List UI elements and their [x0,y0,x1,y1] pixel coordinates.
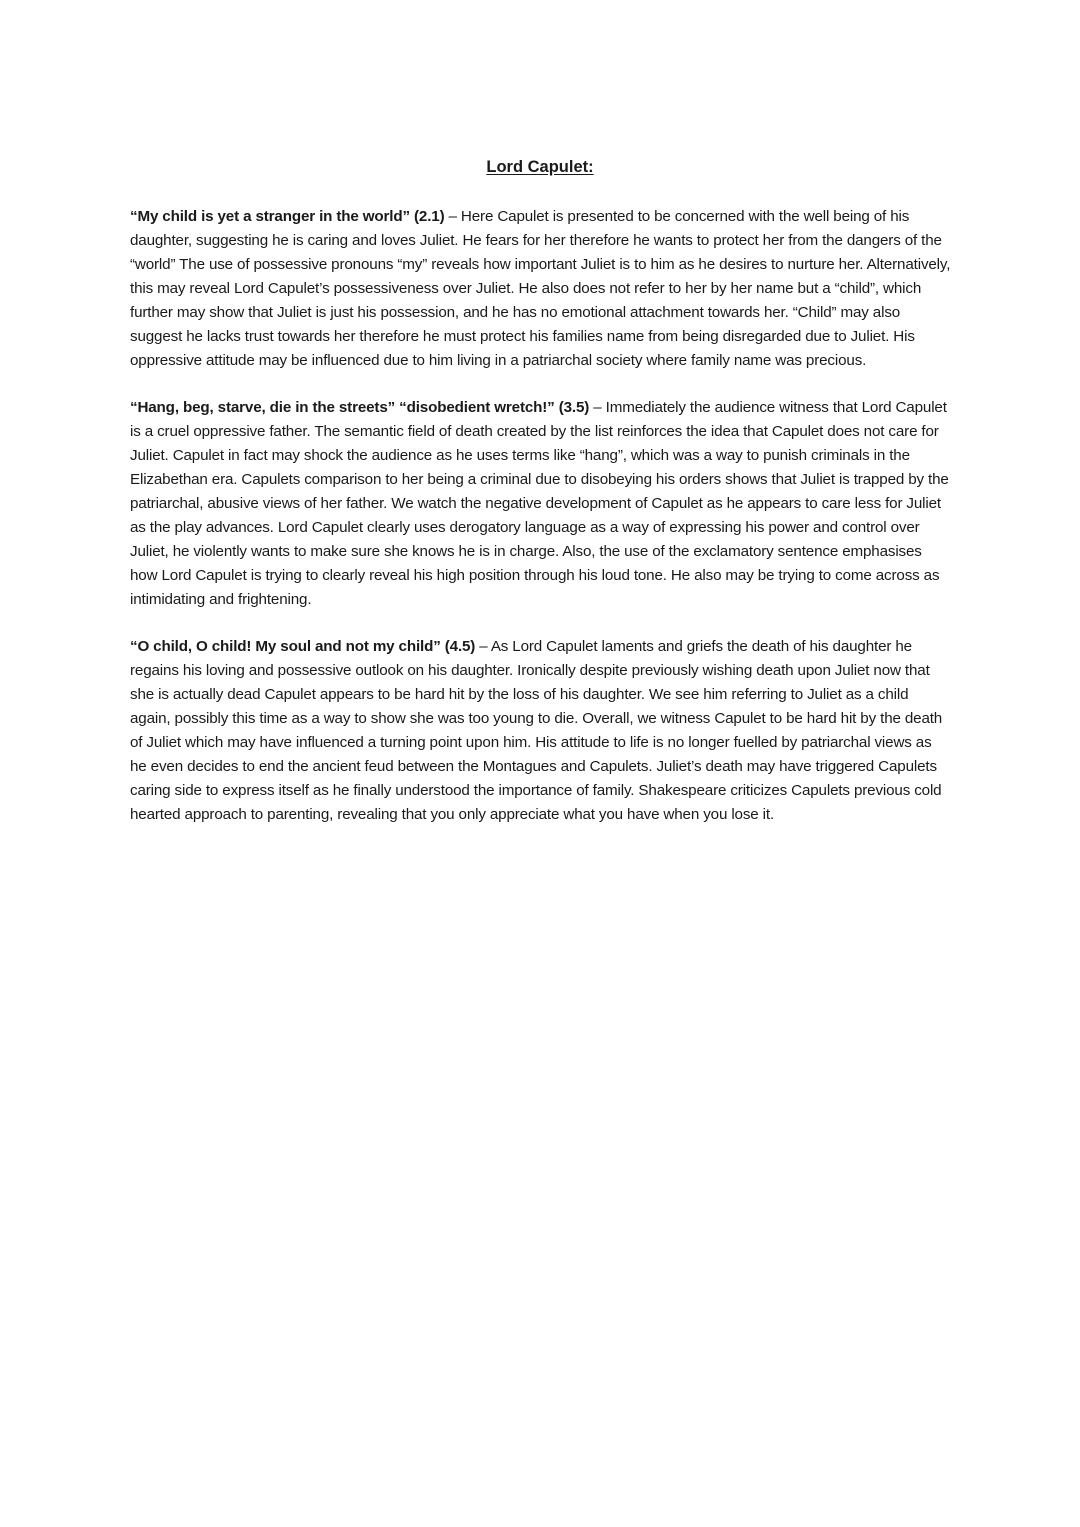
paragraph-analysis: – As Lord Capulet laments and griefs the death of his daughter he regains his loving and possessive outlook on his daughter. Ironically despite previously wishing death upon Juliet now that she is actually dead Capulet appears to be hard hit by the loss of his daughter. We see him referring to Juliet as a child again, possibly this time as a way to show she was too young to die. Overall, we witness Capulet to be hard hit by the death of Juliet which may have influenced a turning point upon him. His attitude to life is no longer fuelled by patriarchal views as he even decides to end the ancient feud between the Montagues and Capulets. Juliet’s death may have triggered Capulets caring side to express itself as he finally understood the importance of family. Shakespeare criticizes Capulets previous cold hearted approach to parenting, revealing that you only appreciate what you have when you lose it. [130,638,943,823]
paragraph-analysis: – Here Capulet is presented to be concerned with the well being of his daughter, suggesting he is caring and loves Juliet. He fears for her therefore he wants to protect her from the dangers of the “world” The use of possessive pronouns “my” reveals how important Juliet is to him as he desires to nurture her. Alternatively, this may reveal Lord Capulet’s possessiveness over Juliet. He also does not refer to her by her name but a “child”, which further may show that Juliet is just his possession, and he has no emotional attachment towards her. “Child” may also suggest he lacks trust towards her therefore he must protect his families name from being disregarded due to Juliet. His oppressive attitude may be influenced due to him living in a patriarchal society where family name was precious. [130,208,951,369]
paragraph-analysis: – Immediately the audience witness that Lord Capulet is a cruel oppressive father. The semantic field of death created by the list reinforces the idea that Capulet does not care for Juliet. Capulet in fact may shock the audience as he uses terms like “hang”, which was a way to punish criminals in the Elizabethan era. Capulets comparison to her being a criminal due to disobeying his orders shows that Juliet is trapped by the patriarchal, abusive views of her father. We watch the negative development of Capulet as he appears to care less for Juliet as the play advances. Lord Capulet clearly uses derogatory language as a way of expressing his power and control over Juliet, he violently wants to make sure she knows he is in charge. Also, the use of the exclamatory sentence emphasises how Lord Capulet is trying to clearly reveal his high position through his loud tone. He also may be trying to come across as intimidating and frightening. [130,399,949,608]
document-body [130,205,952,850]
document-title: Lord Capulet: [486,158,594,176]
paragraph-quote: “O child, O child! My soul and not my child” (4.5) [130,638,476,655]
paragraph-act-3-scene-5 [130,396,952,612]
paragraph-act-2-scene-1 [130,205,952,373]
paragraph-quote: “Hang, beg, starve, die in the streets” “disobedient wretch!” (3.5) [130,399,590,416]
paragraph-act-4-scene-5 [130,635,952,827]
paragraph-quote: “My child is yet a stranger in the world” (2.1) [130,208,445,225]
